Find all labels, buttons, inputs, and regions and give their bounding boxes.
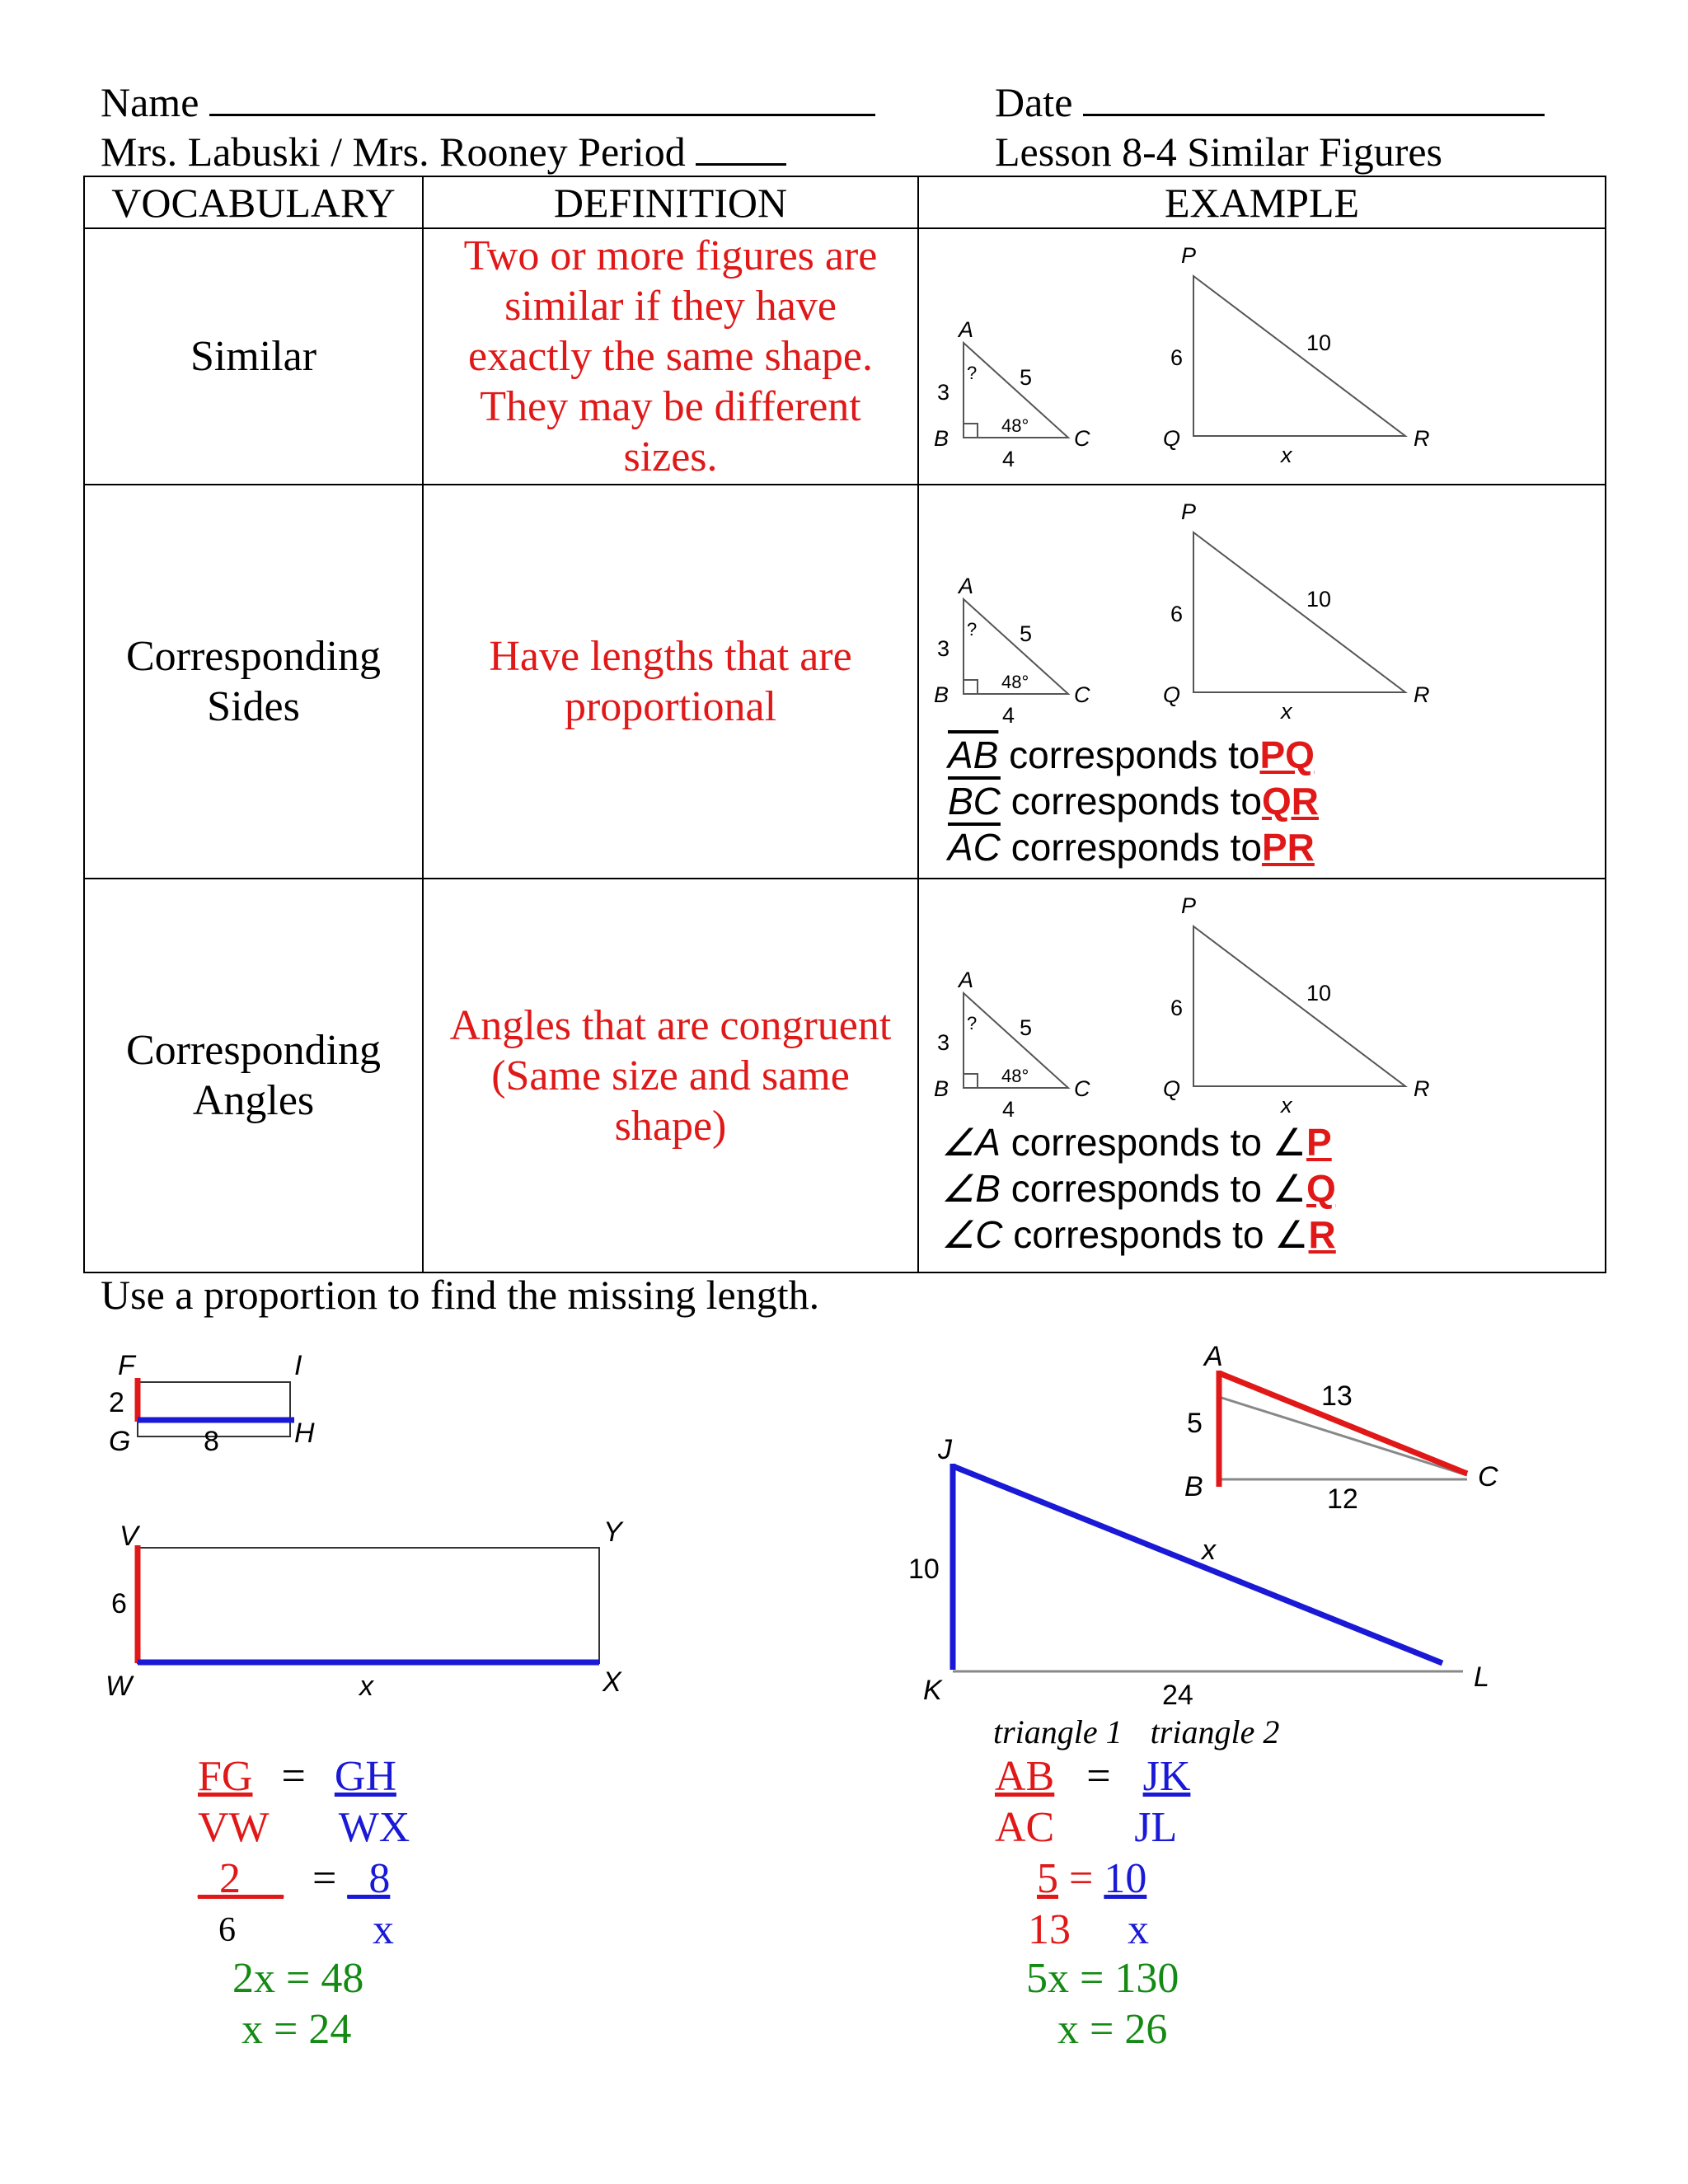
corresponds-text: corresponds to — [1010, 780, 1262, 823]
label-a: A — [1204, 1341, 1223, 1372]
label-c: C — [1478, 1461, 1498, 1493]
angle-c-label: 48° — [1001, 415, 1029, 436]
large-triangle — [1163, 243, 1430, 467]
angle-c-label: 48° — [1001, 1066, 1029, 1086]
definition-corresponding-sides — [423, 485, 918, 879]
side-ab-label: 3 — [937, 380, 950, 405]
p1-row4-right: x — [373, 1906, 394, 1953]
label-i: I — [294, 1350, 302, 1381]
p1-vw: VW — [198, 1804, 269, 1851]
definition-line: Two or more figures are — [463, 232, 878, 279]
label-w: W — [106, 1671, 133, 1702]
corresponds-text: corresponds to ∠ — [1010, 1121, 1306, 1164]
p1-six: 6 — [218, 1911, 236, 1949]
p1-step2: x = 24 — [241, 2006, 352, 2053]
side-bc-label: 4 — [1002, 1097, 1015, 1122]
definition-line: exactly the same shape. — [468, 333, 873, 380]
label-x: X — [603, 1666, 621, 1698]
label-a: A — [959, 574, 974, 598]
angle-correspondence-3 — [941, 1212, 1336, 1257]
term-line: Corresponding — [125, 1027, 382, 1074]
term-corresponding-sides — [84, 485, 423, 879]
angle-a-label: ? — [967, 619, 978, 640]
answer-text: PQ — [1259, 733, 1315, 776]
label-q: Q — [1163, 1076, 1181, 1101]
header-definition: DEFINITION — [423, 176, 918, 228]
label-p: P — [1181, 243, 1197, 268]
term-line: Angles — [192, 1077, 315, 1124]
term-corresponding-angles — [84, 879, 423, 1272]
label-k: K — [923, 1675, 942, 1706]
teacher-period — [101, 127, 786, 176]
small-triangle — [934, 317, 1090, 471]
lesson-title: Lesson 8-4 Similar Figures — [995, 129, 1443, 175]
term-similar — [84, 228, 423, 485]
answer-text: QR — [1261, 780, 1319, 823]
side-jk-label: 10 — [908, 1554, 940, 1585]
corresponds-text: corresponds to ∠ — [1013, 1213, 1309, 1256]
p2-ac: AC — [995, 1804, 1055, 1851]
corresponds-text: corresponds to ∠ — [1010, 1167, 1306, 1210]
similar-triangles-figure — [919, 229, 1606, 484]
side-ac-label: 5 — [1020, 621, 1033, 646]
example-corresponding-sides — [918, 485, 1606, 879]
small-triangle — [934, 968, 1090, 1122]
p2-thirteen: 13 — [1028, 1906, 1071, 1953]
side-bc-label: 4 — [1002, 703, 1015, 728]
corresponds-text: corresponds to — [1009, 733, 1260, 776]
triangles-abc-jkl-figure — [890, 1319, 1533, 1714]
side-bc-label: 4 — [1002, 447, 1015, 471]
caption-triangle-2: triangle 2 — [1150, 1713, 1280, 1750]
instruction-text: Use a proportion to find the missing length. — [101, 1272, 820, 1318]
side-qr-label: x — [1281, 443, 1292, 467]
p2-row4 — [1028, 1905, 1149, 1956]
side-pr-label: 10 — [1306, 981, 1332, 1005]
angle-label: ∠C — [941, 1213, 1003, 1256]
p2-step1: 5x = 130 — [1026, 1955, 1179, 2002]
name-field — [101, 77, 875, 127]
p2-ab: AB — [995, 1753, 1055, 1800]
angle-c-label: 48° — [1001, 672, 1029, 692]
table-row — [84, 485, 1606, 879]
side-pq-label: 6 — [1170, 602, 1184, 626]
angle-a-label: ? — [967, 363, 978, 383]
definition-line: (Same size and same — [491, 1052, 850, 1099]
definition-line: Have lengths that are — [489, 633, 852, 680]
header-vocabulary: VOCABULARY — [84, 176, 423, 228]
term-line: Similar — [190, 333, 317, 380]
definition-corresponding-angles — [423, 879, 918, 1272]
angle-label: ∠B — [941, 1167, 1001, 1210]
similar-triangles-figure — [919, 485, 1606, 741]
example-similar — [918, 228, 1606, 485]
side-ab-label: 5 — [1187, 1408, 1203, 1439]
name-blank — [209, 77, 875, 116]
label-y: Y — [603, 1516, 622, 1548]
side-kl-label: 24 — [1162, 1680, 1193, 1711]
answer-text: Q — [1306, 1167, 1336, 1210]
side-ac-label: 13 — [1321, 1380, 1353, 1412]
label-q: Q — [1163, 682, 1181, 707]
vocabulary-table — [83, 176, 1606, 1273]
term-line: Corresponding — [125, 633, 382, 680]
term-line: Sides — [207, 683, 300, 730]
p1-gh: GH — [334, 1753, 396, 1800]
corresponds-text: corresponds to — [1010, 826, 1262, 869]
p2-row3 — [1037, 1854, 1146, 1905]
segment-label: $\overline{AC}$ — [948, 826, 1001, 869]
angle-correspondence-2 — [941, 1166, 1336, 1211]
label-r: R — [1414, 426, 1430, 451]
date-field — [995, 77, 1545, 127]
label-b: B — [934, 426, 950, 451]
p2-ten: 10 — [1104, 1855, 1147, 1902]
p1-row4 — [218, 1905, 236, 1956]
definition-line: They may be different — [480, 383, 861, 430]
table-row — [84, 228, 1606, 485]
side-vw-label: 6 — [111, 1588, 127, 1619]
header-example: EXAMPLE — [918, 176, 1606, 228]
p1-equals: = — [281, 1753, 306, 1800]
p2-row1 — [995, 1751, 1190, 1802]
p1-two: _2__ — [198, 1855, 284, 1902]
p1-row1 — [198, 1751, 396, 1802]
side-bc-label: 12 — [1327, 1483, 1358, 1515]
p2-step2: x = 26 — [1057, 2006, 1168, 2053]
example-corresponding-angles — [918, 879, 1606, 1272]
p1-equals: = — [312, 1855, 337, 1902]
side-jl-label: x — [1202, 1535, 1216, 1566]
rectangles-figure — [0, 1335, 659, 1714]
angle-correspondence-1 — [941, 1120, 1332, 1165]
label-b: B — [934, 682, 950, 707]
label-p: P — [1181, 499, 1197, 524]
p2-row2 — [995, 1802, 1177, 1854]
side-gh-label: 8 — [204, 1426, 219, 1457]
caption-triangle-1: triangle 1 — [993, 1713, 1123, 1750]
p1-step1: 2x = 48 — [232, 1955, 364, 2002]
p2-x: x — [1128, 1906, 1149, 1953]
side-correspondence-3 — [948, 825, 1315, 869]
definition-line: Angles that are congruent — [449, 1001, 892, 1049]
triangle-captions — [993, 1713, 1279, 1751]
side-pq-label: 6 — [1170, 996, 1184, 1020]
side-fg-label: 2 — [109, 1387, 124, 1418]
p2-jk: JK — [1142, 1753, 1191, 1800]
table-row — [84, 879, 1606, 1272]
label-a: A — [959, 317, 974, 342]
label-f: F — [118, 1350, 135, 1381]
label-v: V — [120, 1521, 138, 1552]
teachers-period-label: Mrs. Labuski / Mrs. Rooney Period — [101, 129, 686, 175]
label-j: J — [938, 1434, 952, 1465]
large-triangle — [1163, 893, 1430, 1118]
large-triangle — [1163, 499, 1430, 724]
definition-line: shape) — [614, 1102, 727, 1150]
label-p: P — [1181, 893, 1197, 918]
p2-jl: JL — [1134, 1804, 1178, 1851]
p1-eight: _8 — [347, 1855, 391, 1902]
p2-equals: = — [1069, 1855, 1094, 1902]
p2-five: 5 — [1037, 1855, 1058, 1902]
side-ac-label: 5 — [1020, 1015, 1033, 1040]
side-pr-label: 10 — [1306, 330, 1332, 355]
label-c: C — [1074, 1076, 1090, 1101]
period-blank — [696, 127, 786, 166]
definition-similar — [423, 228, 918, 485]
label-g: G — [109, 1426, 131, 1457]
p1-row2 — [198, 1802, 410, 1854]
definition-line: similar if they have — [504, 283, 837, 330]
p1-row3 — [198, 1854, 390, 1905]
side-wx-label: x — [359, 1671, 373, 1702]
name-label: Name — [101, 79, 199, 125]
side-correspondence-1 — [948, 733, 1315, 777]
label-r: R — [1414, 682, 1430, 707]
side-qr-label: x — [1281, 699, 1292, 724]
label-l: L — [1474, 1661, 1489, 1693]
small-triangle — [934, 574, 1090, 728]
segment-label: $\overline{BC}$ — [948, 780, 1001, 823]
side-pq-label: 6 — [1170, 345, 1184, 370]
table-header-row — [84, 176, 1606, 228]
label-c: C — [1074, 682, 1090, 707]
p2-equals: = — [1086, 1753, 1111, 1800]
label-b: B — [1184, 1471, 1203, 1502]
similar-triangles-figure — [919, 879, 1606, 1135]
label-h: H — [294, 1418, 315, 1449]
definition-line: sizes. — [623, 434, 718, 480]
side-correspondence-2 — [948, 779, 1319, 823]
label-q: Q — [1163, 426, 1181, 451]
answer-text: PR — [1261, 826, 1315, 869]
p1-fg: FG — [198, 1753, 253, 1800]
side-ab-label: 3 — [937, 636, 950, 661]
p1-wx: WX — [338, 1804, 410, 1851]
label-r: R — [1414, 1076, 1430, 1101]
date-blank — [1083, 77, 1545, 116]
label-c: C — [1074, 426, 1090, 451]
side-qr-label: x — [1281, 1093, 1292, 1118]
segment-label: $\overline{AB}$ — [948, 733, 999, 776]
answer-text: P — [1306, 1121, 1332, 1164]
answer-text: R — [1308, 1213, 1336, 1256]
side-ac-label: 5 — [1020, 365, 1033, 390]
label-a: A — [959, 968, 974, 992]
definition-line: proportional — [564, 683, 777, 730]
angle-a-label: ? — [967, 1013, 978, 1033]
label-b: B — [934, 1076, 950, 1101]
angle-label: ∠A — [941, 1121, 1001, 1164]
side-pr-label: 10 — [1306, 587, 1332, 612]
date-label: Date — [995, 79, 1073, 125]
side-ab-label: 3 — [937, 1030, 950, 1055]
